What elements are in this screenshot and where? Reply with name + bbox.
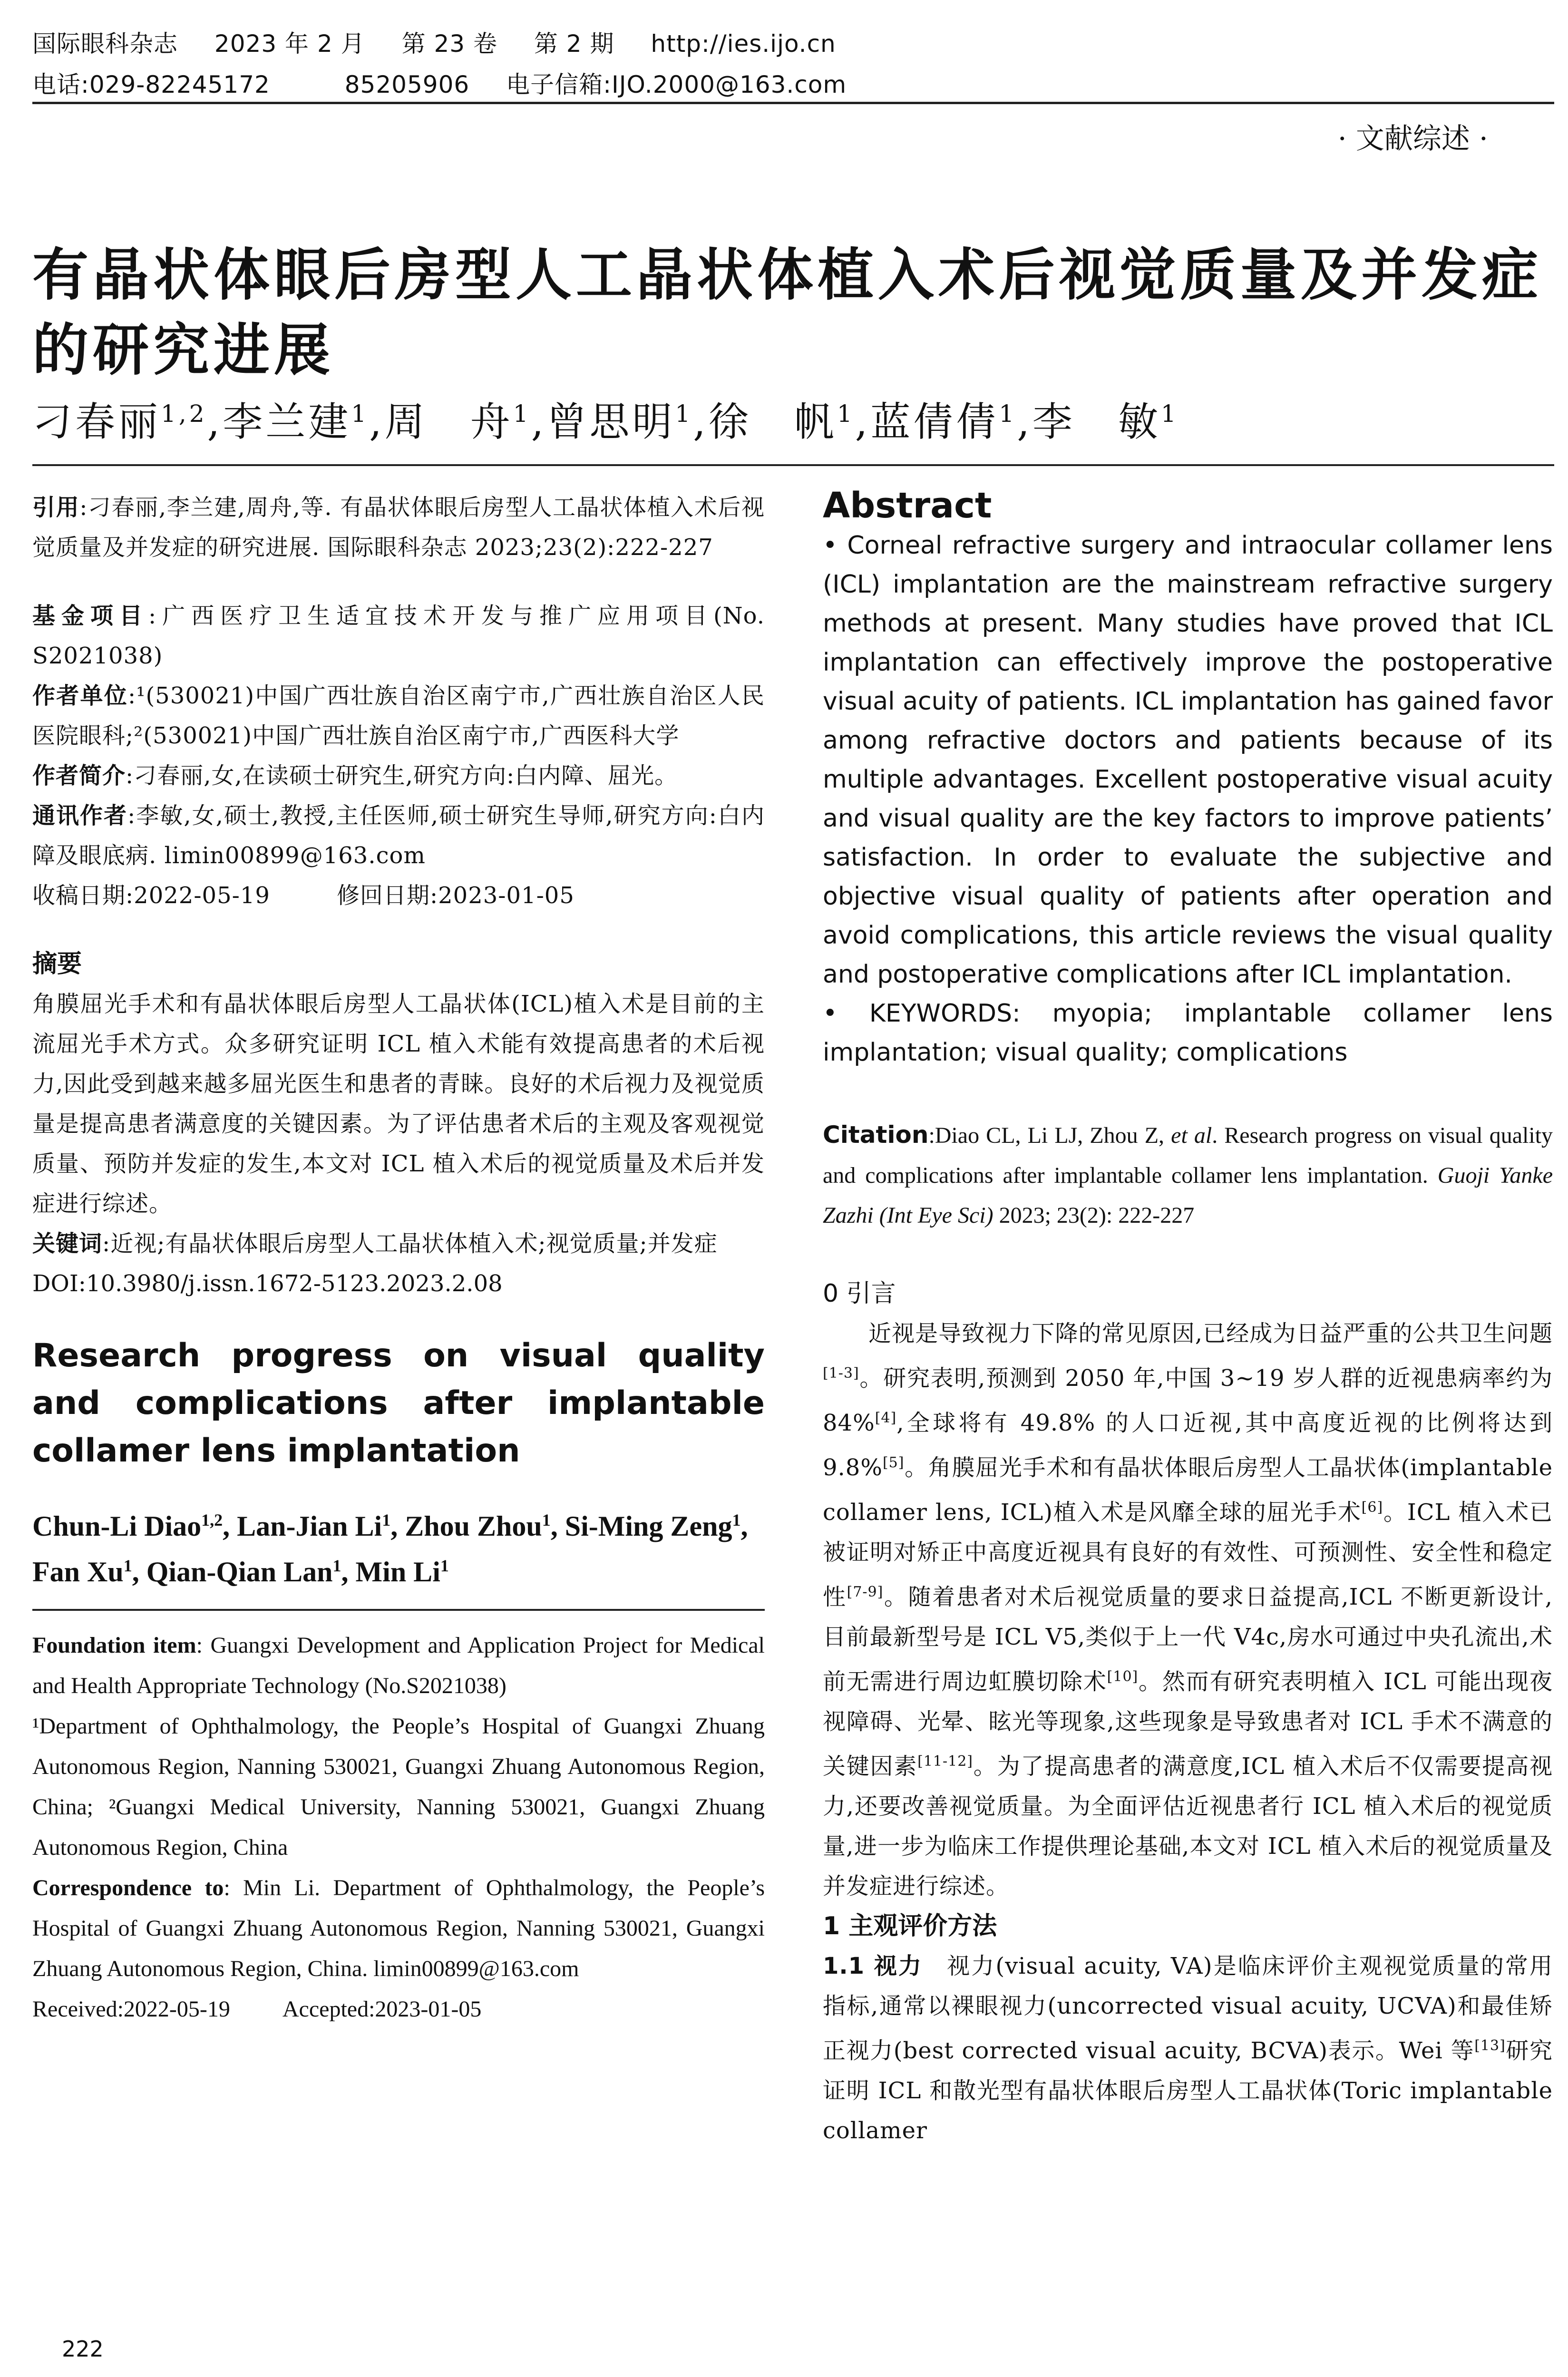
body-text: 视力(visual acuity, VA)是临床评价主观视觉质量的常用指标,通常以裸眼视力(uncorrected visual acuity, UCVA)和最佳矫正视力(best corrected visual acuity, BCVA)表示。Wei 等 — [823, 1953, 1553, 2064]
body-text: 研究证明 ICL 和散光型有晶状体眼后房型人工晶状体(Toric implantable collamer — [823, 2037, 1553, 2144]
doi[interactable]: DOI:10.3980/j.issn.1672-5123.2023.2.08 — [32, 1270, 503, 1297]
page-number: 222 — [62, 2336, 104, 2362]
english-author-list: Chun-Li Diao$^{1,2}$, Lan-Jian Li$^1$, Zhou Zhou$^1$, Si-Ming Zeng$^1$, Fan Xu$^1$, Qian-Qian Lan$^1$, Min Li$^1$ — [32, 1510, 748, 1588]
section-0-heading: 0 引言 — [823, 1279, 896, 1308]
en-author: Zhou Zhou — [405, 1510, 542, 1542]
citation — [823, 1115, 1553, 1236]
corr-label: 通讯作者 — [32, 802, 128, 829]
author-affiliation: 1,2 — [161, 400, 207, 428]
section-1-1-body — [823, 1946, 1553, 2151]
author-affiliation: 1 — [837, 400, 855, 428]
fund-text: :广西医疗卫生适宜技术开发与推广应用项目(No. S2021038) — [32, 603, 765, 669]
bio-block — [32, 756, 765, 796]
author: 刁春丽 — [32, 399, 161, 445]
reference-mark[interactable]: [7-9] — [847, 1584, 884, 1600]
reference-mark[interactable]: [11-12] — [917, 1753, 974, 1770]
author-affiliation: 1 — [999, 400, 1017, 428]
en-author-aff: 1 — [123, 1556, 132, 1575]
english-title: Research progress on visual quality and complications after implantable collamer lens implantation — [32, 1337, 765, 1470]
keywords-cn-text: :近视;有晶状体眼后房型人工晶状体植入术;视觉质量;并发症 — [102, 1230, 718, 1257]
fund-label: 基金项目 — [32, 603, 148, 629]
fund-block — [32, 596, 765, 676]
en-author-aff: 1,2 — [201, 1510, 223, 1529]
author: 周 舟 — [384, 399, 513, 445]
en-author-aff: 1 — [332, 1556, 341, 1575]
reference-mark[interactable]: [10] — [1107, 1668, 1139, 1685]
reference-mark[interactable]: [1-3] — [823, 1365, 859, 1382]
article-title: 有晶状体眼后房型人工晶状体植入术后视觉质量及并发症的研究进展 — [32, 242, 1543, 383]
author: 徐 帆 — [708, 399, 837, 445]
journal-url[interactable]: http://ies.ijo.cn — [651, 30, 836, 58]
citation-text: . Research progress on visual quality and complications after implantable collamer lens implantation. — [823, 1123, 1553, 1188]
revised-date: 修回日期:2023-01-05 — [336, 882, 575, 909]
section-0-body — [823, 1314, 1553, 1906]
issue-date: 2023 年 2 月 — [214, 30, 365, 58]
volume: 第 23 卷 — [401, 30, 497, 58]
section-1-1-heading: 1.1 视力 — [823, 1953, 923, 1979]
journal-header-line2 — [32, 66, 875, 100]
section-1-heading: 1 主观评价方法 — [823, 1912, 997, 1940]
unit-text: :¹(530021)中国广西壮族自治区南宁市,广西壮族自治区人民医院眼科;²(530021)中国广西壮族自治区南宁市,广西医科大学 — [32, 682, 765, 749]
keywords-en: • KEYWORDS: myopia; implantable collamer lens implantation; visual quality; complications — [823, 999, 1553, 1067]
keywords-cn-label: 关键词 — [32, 1230, 103, 1257]
right-column — [823, 485, 1553, 2151]
keywords-en-text: myopia; implantable collamer lens implantation; visual quality; complications — [823, 999, 1553, 1067]
author: 李兰建 — [223, 399, 351, 445]
abstract-cn-text: 角膜屈光手术和有晶状体眼后房型人工晶状体(ICL)植入术是目前的主流屈光手术方式。众多研究证明 ICL 植入术能有效提高患者的术后视力,因此受到越来越多屈光医生和患者的青睐。良好的术后视力及视觉质量是提高患者满意度的关键因素。为了评估患者术后的主观及客观视觉质量、预防并发症的发生,本文对 ICL 植入术后的视觉质量及术后并发症进行综述。 — [32, 991, 765, 1217]
en-author: Si-Ming Zeng — [565, 1510, 732, 1542]
phone: 电话:029-82245172 — [32, 71, 270, 98]
cite-text: :刁春丽,李兰建,周舟,等. 有晶状体眼后房型人工晶状体植入术后视觉质量及并发症的研究进展. 国际眼科杂志 2023;23(2):222-227 — [32, 494, 765, 561]
en-correspondence-label: Correspondence to — [32, 1875, 224, 1900]
citation-text: :Diao CL, Li LJ, Zhou Z, — [928, 1123, 1165, 1148]
citation-etal: et al — [1171, 1123, 1212, 1148]
en-correspondence-text: : Min Li. Department of Ophthalmology, the People’s Hospital of Guangxi Zhuang Autonomous Region, Nanning 530021, Guangxi Zhuang Autonomous Region, China. limin00899@163.com — [32, 1875, 765, 1981]
reference-mark[interactable]: [5] — [882, 1454, 905, 1471]
corr-text: :李敏,女,硕士,教授,主任医师,硕士研究生导师,研究方向:白内障及眼底病. limin00899@163.com — [32, 802, 765, 869]
en-author: Chun-Li Diao — [32, 1510, 202, 1542]
en-dates — [32, 1989, 765, 2029]
cite-block — [32, 487, 765, 567]
abstract-en-heading: Abstract — [823, 485, 992, 526]
en-foundation-label: Foundation item — [32, 1633, 196, 1658]
dates-block — [32, 876, 765, 916]
header-rule — [32, 102, 1554, 104]
author-affiliation: 1 — [513, 400, 531, 428]
en-author: Fan Xu — [32, 1556, 124, 1588]
received-date: 收稿日期:2022-05-19 — [32, 882, 270, 909]
en-author-aff: 1 — [732, 1510, 741, 1529]
en-author-aff: 1 — [542, 1510, 551, 1529]
email[interactable]: 电子信箱:IJO.2000@163.com — [506, 71, 847, 98]
author-list: 刁春丽$^{1,2}$,李兰建$^1$,周 舟$^1$,曾思明$^1$,徐 帆$^1$,蓝倩倩$^1$,李 敏$^1$ — [32, 399, 1179, 445]
en-author-aff: 1 — [440, 1556, 449, 1575]
abstract-cn-heading: 摘要 — [32, 950, 82, 978]
en-foundation-text: : Guangxi Development and Application Project for Medical and Health Appropriate Technology (No.S2021038) — [32, 1633, 765, 1698]
body-text: 近视是导致视力下降的常见原因,已经成为日益严重的公共卫生问题 — [868, 1320, 1553, 1347]
reference-mark[interactable]: [4] — [875, 1410, 897, 1426]
cite-label: 引用 — [32, 494, 80, 521]
en-author: Qian-Qian Lan — [146, 1556, 333, 1588]
en-author-aff: 1 — [382, 1510, 391, 1529]
journal-name: 国际眼科杂志 — [32, 30, 178, 58]
section-tag: · 文献综述 · — [1337, 122, 1488, 156]
reference-mark[interactable]: [6] — [1361, 1499, 1383, 1516]
en-author: Lan-Jian Li — [237, 1510, 382, 1542]
body-text: ,全球将有 49.8% 的人口近视,其中高度近视的比例将达到 9.8% — [823, 1410, 1553, 1481]
corr-block — [32, 796, 765, 876]
en-affiliations: ¹Department of Ophthalmology, the People’s Hospital of Guangxi Zhuang Autonomous Region, Nanning 530021, Guangxi Zhuang Autonomous Region, China; ²Guangxi Medical University, Nanning 530021, Guangxi Zhuang Autonomous Region, China — [32, 1714, 765, 1860]
author: 曾思明 — [546, 399, 675, 445]
body-text: 。随着患者对术后视觉质量的要求日益提高,ICL 不断更新设计,目前最新型号是 ICL V5,类似于上一代 V4c,房水可通过中央孔流出,术前无需进行周边虹膜切除术 — [823, 1584, 1553, 1695]
en-author: Min Li — [355, 1556, 440, 1588]
body-text: 。ICL 植入术已被证明对矫正中高度近视具有良好的有效性、可预测性、安全性和稳定性 — [823, 1499, 1553, 1610]
author-rule — [32, 464, 1554, 466]
citation-journal: Guoji Yanke Zazhi (Int Eye Sci) — [823, 1163, 1553, 1228]
body-text: 。角膜屈光手术和有晶状体眼后房型人工晶状体(implantable collamer lens, ICL)植入术是风靡全球的屈光手术 — [823, 1454, 1553, 1526]
bio-text: :刁春丽,女,在读硕士研究生,研究方向:白内障、屈光。 — [126, 762, 678, 789]
unit-label: 作者单位 — [32, 682, 128, 709]
author-affiliation: 1 — [675, 400, 693, 428]
author: 蓝倩倩 — [870, 399, 999, 445]
keywords-cn — [32, 1224, 765, 1264]
citation-label: Citation — [823, 1121, 929, 1149]
author-affiliation: 1 — [1160, 400, 1179, 428]
author-affiliation: 1 — [351, 400, 370, 428]
body-text: 。研究表明,预测到 2050 年,中国 3~19 岁人群的近视患病率约为 84% — [823, 1365, 1553, 1436]
author: 李 敏 — [1032, 399, 1161, 445]
body-text: 。为了提高患者的满意度,ICL 植入术后不仅需要提高视力,还要改善视觉质量。为全面评估近视患者行 ICL 植入术后的视觉质量,进一步为临床工作提供理论基础,本文对 ICL 植入术后的视觉质量及并发症进行综述。 — [823, 1753, 1553, 1900]
bio-label: 作者简介 — [32, 762, 126, 789]
journal-header-line1 — [32, 25, 865, 59]
phone-2: 85205906 — [344, 71, 470, 98]
abstract-en: • Corneal refractive surgery and intraocular collamer lens (ICL) implantation are the mainstream refractive surgery methods at present. Many studies have proved that ICL implantation can effectively improve the postoperative visual acuity of patients. ICL implantation has gained favor among refractive doctors and patients because of its multiple advantages. Excellent postoperative visual acuity and visual quality are the key factors to improve patients’ satisfaction. In order to evaluate the subjective and objective visual quality of patients after operation and avoid complications, this article reviews the visual quality and postoperative complications after ICL implantation. — [823, 531, 1553, 989]
citation-text: 2023; 23(2): 222-227 — [999, 1203, 1195, 1228]
keywords-en-label: KEYWORDS: — [869, 999, 1021, 1028]
abstract-en-text: Corneal refractive surgery and intraocular collamer lens (ICL) implantation are the mainstream refractive surgery methods at present. Many studies have proved that ICL implantation can effectively improve the postoperative visual acuity of patients. ICL implantation has gained favor among refractive doctors and patients because of its multiple advantages. Excellent postoperative visual acuity and visual quality are the key factors to improve patients’ satisfaction. In order to evaluate the subjective and objective visual quality of patients after operation and avoid complications, this article reviews the visual quality and postoperative complications after ICL implantation. — [823, 531, 1553, 989]
body-text: 。然而有研究表明植入 ICL 可能出现夜视障碍、光晕、眩光等现象,这些现象是导致患者对 ICL 手术不满意的关键因素 — [823, 1668, 1553, 1780]
en-received: Received:2022-05-19 — [32, 1997, 230, 2022]
left-column — [32, 487, 765, 2029]
reference-mark[interactable]: [13] — [1474, 2037, 1506, 2054]
en-accepted: Accepted:2023-01-05 — [282, 1997, 482, 2022]
unit-block — [32, 676, 765, 756]
en-foundation — [32, 1625, 765, 1706]
issue: 第 2 期 — [534, 30, 614, 58]
en-correspondence — [32, 1868, 765, 1989]
